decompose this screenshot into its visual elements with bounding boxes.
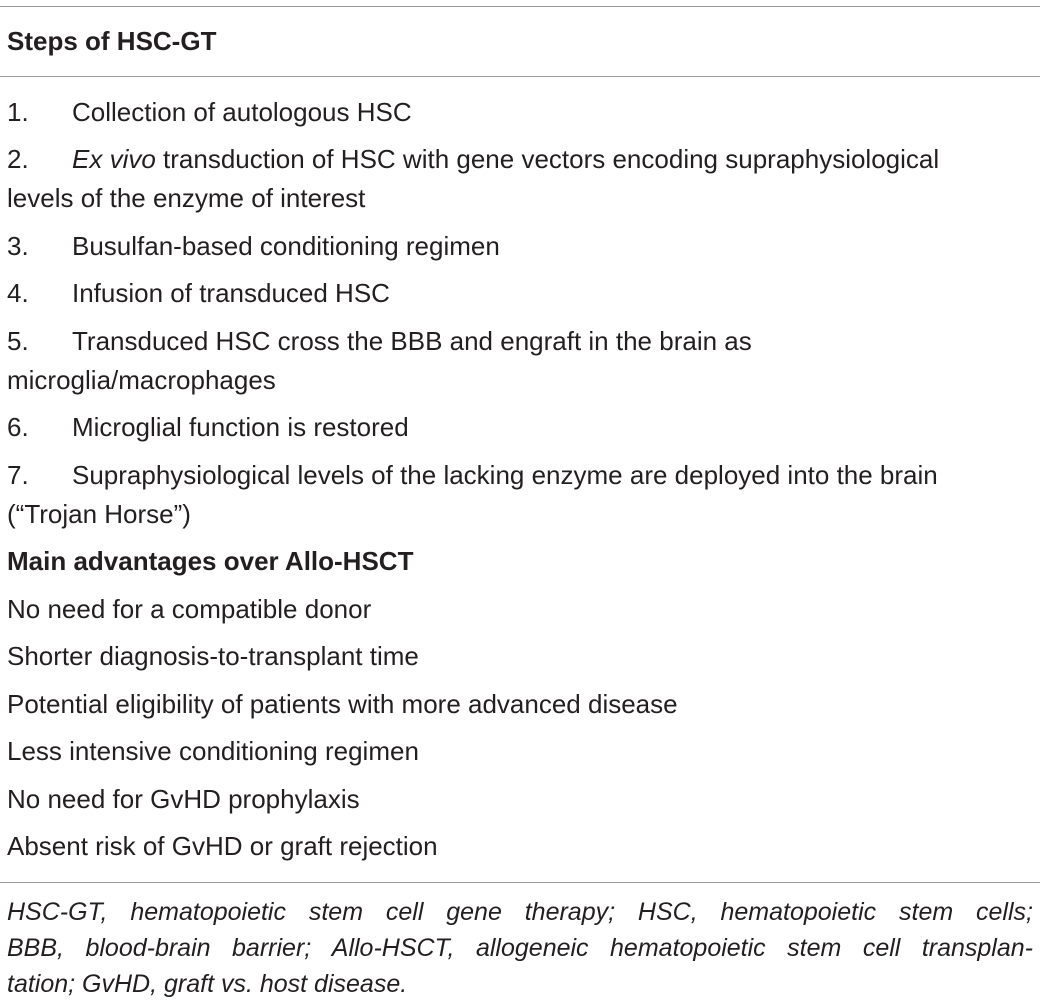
table-footer-rule	[0, 882, 1040, 883]
step-text: Supraphysiological levels of the lacking enzyme are deployed into the brain	[72, 459, 938, 490]
step-text-continuation: (“Trojan Horse”)	[7, 498, 191, 529]
advantage-item: Shorter diagnosis-to-transplant time	[7, 641, 419, 671]
step-text-continuation: microglia/macrophages	[7, 364, 276, 395]
table-body	[7, 93, 1034, 875]
advantage-item: No need for a compatible donor	[7, 593, 372, 624]
step-text: Infusion of transduced HSC	[72, 278, 390, 308]
footnote-line: tation; GvHD, graft vs. host disease.	[7, 970, 408, 998]
step-item	[7, 274, 1034, 313]
step-number: 6.	[7, 412, 29, 442]
step-text: transduction of HSC with gene vectors encoding supraphysiological	[155, 144, 940, 174]
step-text-continuation: levels of the enzyme of interest	[7, 183, 366, 213]
footnote-line: BBB, blood-brain barrier; Allo-HSCT, allogeneic hematopoietic stem cell transplan-	[7, 934, 1033, 962]
step-item	[7, 140, 1034, 218]
step-item	[7, 93, 1034, 132]
advantage-item: Potential eligibility of patients with more advanced disease	[7, 688, 678, 719]
step-text: Collection of autologous HSC	[72, 96, 412, 127]
advantages-heading: Main advantages over Allo-HSCT	[7, 546, 414, 576]
table-top-rule	[0, 6, 1040, 7]
advantage-item: Less intensive conditioning regimen	[7, 736, 419, 766]
step-number: 1.	[7, 96, 29, 127]
step-number: 3.	[7, 230, 29, 261]
advantage-item: No need for GvHD prophylaxis	[7, 783, 360, 814]
step-number: 2.	[7, 144, 29, 174]
step-item	[7, 408, 1034, 447]
step-item	[7, 456, 1034, 534]
step-number: 5.	[7, 325, 29, 356]
step-number: 4.	[7, 278, 29, 308]
table-footnote	[7, 894, 1033, 1002]
step-text: Microglial function is restored	[72, 412, 409, 442]
footnote-line: HSC-GT, hematopoietic stem cell gene therapy; HSC, hematopoietic stem cells;	[7, 898, 1033, 926]
step-number: 7.	[7, 459, 29, 490]
advantage-item: Absent risk of GvHD or graft rejection	[7, 831, 438, 861]
step-item	[7, 227, 1034, 266]
table-header-rule	[0, 76, 1040, 77]
step-text-italic: Ex vivo	[72, 144, 156, 174]
step-text: Busulfan-based conditioning regimen	[72, 230, 500, 261]
steps-heading: Steps of HSC-GT	[7, 26, 217, 56]
step-text: Transduced HSC cross the BBB and engraft in the brain as	[72, 325, 752, 356]
step-item	[7, 322, 1034, 400]
